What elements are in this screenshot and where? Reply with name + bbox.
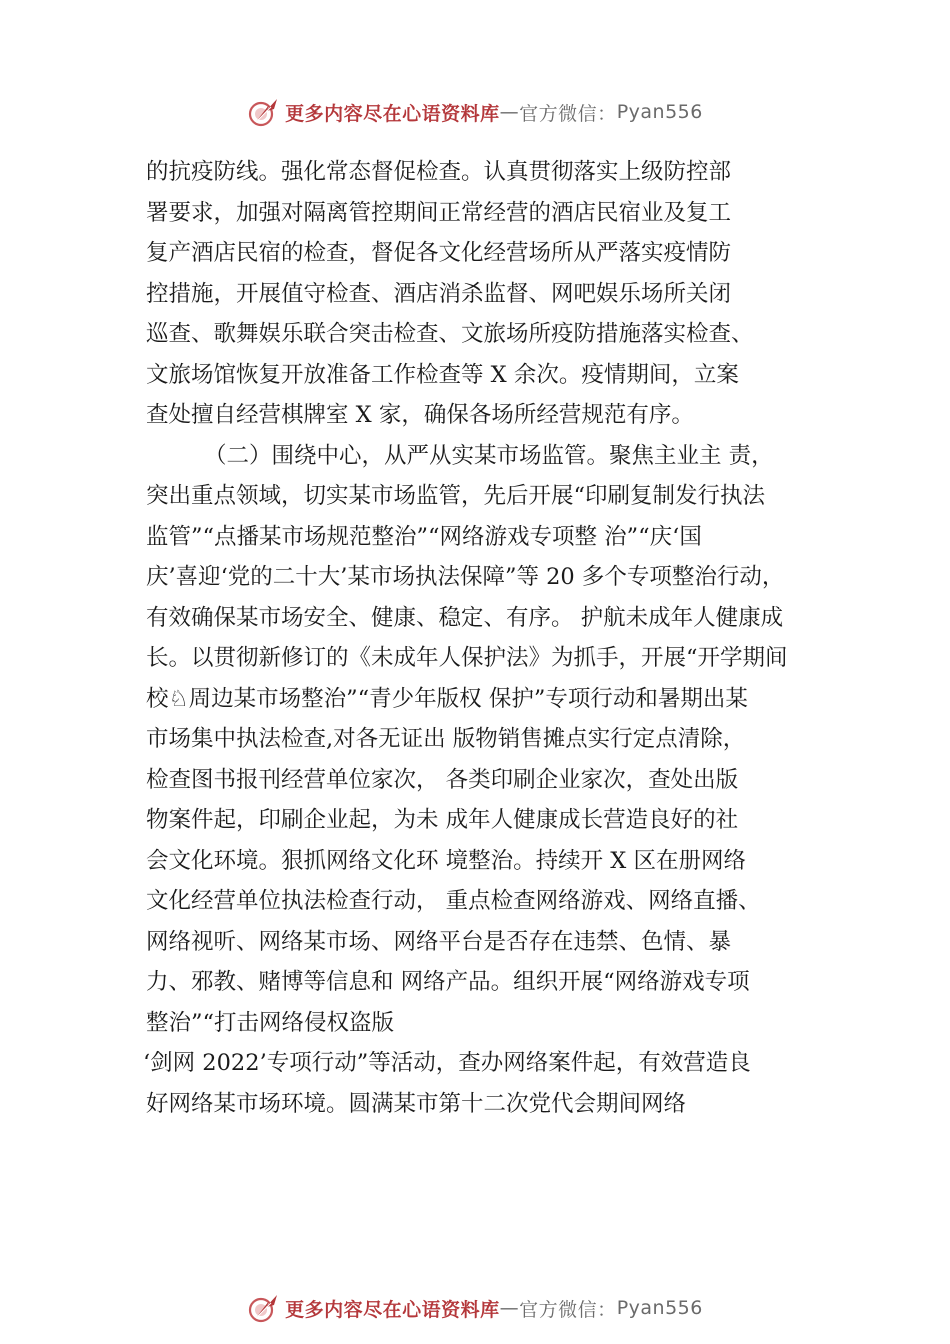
text-line: 监管”“点播某市场规范整治”“网络游戏专项整 治”“庆‘国 (146, 523, 702, 550)
banner-dash: — (499, 101, 520, 123)
text-line: 巡查、歌舞娱乐联合突击检查、文旅场所疫防措施落实检查、 (146, 321, 754, 347)
text-line: 复产酒店民宿的检查，督促各文化经营场所从严落实疫情防 (146, 240, 732, 266)
text-line: 长。以贯彻新修订的《未成年人保护法》为抓手，开展“开学期间 (146, 645, 788, 671)
text-line: 控措施，开展值守检查、酒店消杀监督、网吧娱乐场所关闭 (146, 280, 732, 307)
banner-text: 更多内容尽在心语资料库 (285, 102, 500, 125)
banner-dash: — (499, 1297, 520, 1319)
text-line: 的抗疫防线。强化常态督促检查。认真贯彻落实上级防控部 (146, 159, 732, 185)
banner-wechat-id: Pyan556 (616, 101, 703, 123)
footer-banner (0, 1288, 950, 1328)
banner-wechat-label: 官方微信： (519, 102, 617, 125)
text-line: 市场集中执法检查,对各无证出 版物销售摊点实行定点清除， (146, 726, 746, 752)
document-body (143, 152, 846, 1124)
text-line: ‘剑网 2022’专项行动”等活动，查办网络案件起，有效营造良 (143, 1050, 751, 1076)
text-line: 署要求，加强对隔离管控期间正常经营的酒店民宿业及复工 (146, 199, 732, 226)
banner-wechat-label: 官方微信： (519, 1298, 617, 1321)
text-line: 文旅场馆恢复开放准备工作检查等 X 余次。疫情期间，立案 (146, 361, 739, 388)
text-line: 校♘周边某市场整治”“青少年版权 保护”专项行动和暑期出某 (146, 685, 748, 712)
text-line: 好网络某市场环境。圆满某市第十二次党代会期间网络 (146, 1090, 687, 1117)
text-line: 会文化环境。狠抓网络文化环 境整治。持续开 X 区在册网络 (146, 847, 746, 874)
header-banner (0, 92, 950, 132)
text-line: 突出重点领域，切实某市场监管，先后开展“印刷复制发行执法 (146, 483, 766, 509)
text-line: 有效确保某市场安全、健康、稳定、有序。 护航未成年人健康成 (146, 604, 784, 631)
text-line: 查处擅自经营棋牌室 X 家，确保各场所经营规范有序。 (146, 402, 694, 428)
text-line: 力、邪教、赌博等信息和 网络产品。组织开展“网络游戏专项 (146, 969, 750, 995)
banner-wechat-id: Pyan556 (616, 1297, 703, 1319)
text-line: 整治”“打击网络侵权盗版 (146, 1009, 395, 1036)
text-line: 庆’喜迎‘党的二十大’某市场执法保障”等 20 多个专项整治行动， (146, 564, 785, 590)
quill-pen-logo-icon (247, 1291, 281, 1325)
banner-text: 更多内容尽在心语资料库 (285, 1298, 500, 1321)
text-line: 检查图书报刊经营单位家次， 各类印刷企业家次，查处出版 (146, 766, 739, 793)
text-line: 网络视听、网络某市场、网络平台是否存在违禁、色情、暴 (146, 928, 732, 955)
text-line: 物案件起，印刷企业起，为未 成年人健康成长营造良好的社 (146, 807, 739, 833)
text-line: 文化经营单位执法检查行动， 重点检查网络游戏、网络直播、 (146, 888, 761, 914)
quill-pen-logo-icon (247, 95, 281, 129)
section-heading-line: （二）围绕中心，从严从实某市场监管。聚焦主业主 责， (204, 442, 774, 469)
